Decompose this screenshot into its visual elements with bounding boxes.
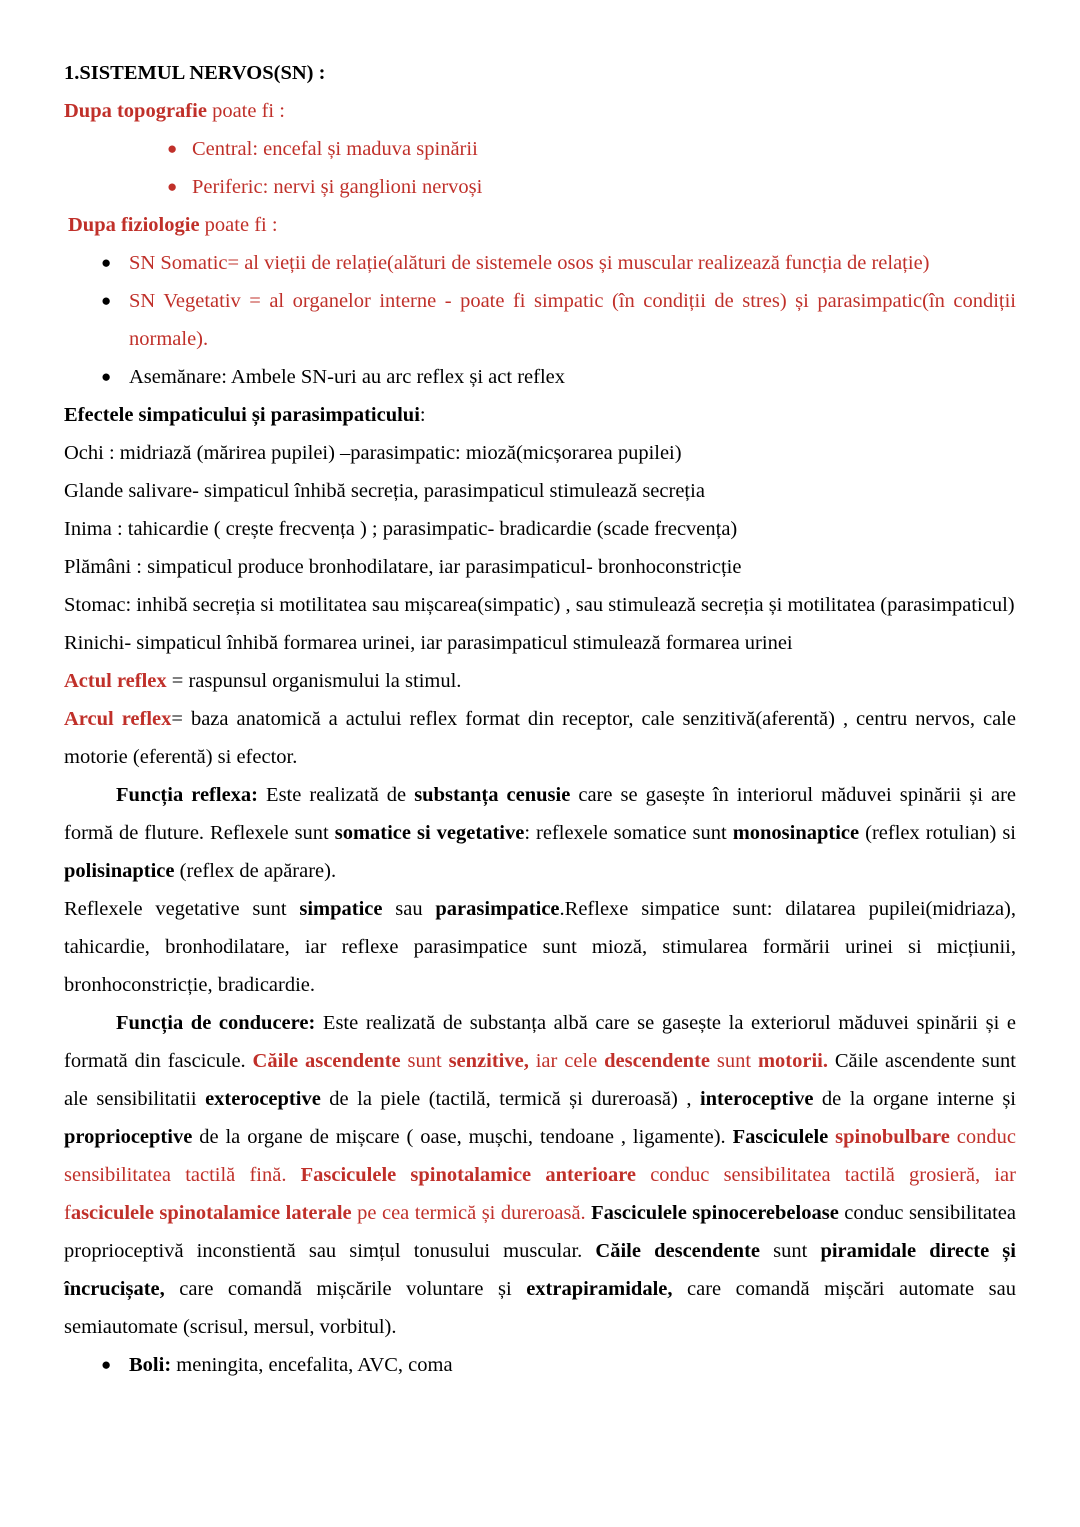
arcul-reflex-definition: = baza anatomică a actului reflex format din receptor, cale senzitivă(aferentă) , centru nervos, cale motorie (eferentă) si efector. (64, 708, 1016, 768)
functia-conducere-r-s4: conduc sensibilitatea tactilă fină. (64, 1126, 1016, 1186)
reflexe-vegetative-b1: simpatice (299, 898, 383, 920)
bullet-icon: ● (167, 177, 178, 196)
boli-list (64, 1346, 1016, 1384)
descendente-label: descendente (604, 1050, 711, 1072)
efect-line-inima: Inima : tahicardie ( crește frecvența ) ; parasimpatic- bradicardie (scade frecvența) (64, 518, 738, 540)
functia-reflexa-b1: substanța cenusie (414, 784, 571, 806)
functia-conducere-s1: Este realizată de substanța albă care se gasește la exteriorul măduvei spinării și e formată din fascicule. (64, 1012, 1016, 1072)
bullet-icon: ● (101, 253, 112, 272)
actul-reflex-definition: = raspunsul organismului la stimul. (166, 670, 462, 692)
caile-descendente-label: Căile descendente (595, 1240, 760, 1262)
spinobulbare-label: spinobulbare (828, 1126, 950, 1148)
functia-conducere-s7: sunt (760, 1240, 821, 1262)
list-item (64, 244, 1016, 282)
reflexe-vegetative-b2: parasimpatice (435, 898, 560, 920)
exteroceptive-label: exteroceptive (205, 1088, 321, 1110)
reflexe-vegetative-s3: .Reflexe simpatice sunt: dilatarea pupilei(midriaza), tahicardie, bronhodilatare, iar reflexe parasimpatice sunt mioză, stimularea formării urinei si micțiunii, bronhoconstricție, bradicardie. (64, 898, 1017, 996)
functia-reflexa-b2: somatice si vegetative (334, 822, 525, 844)
functia-conducere-r-s1: sunt (400, 1050, 449, 1072)
heading-dupa-fiziologie-rest: poate fi : (199, 214, 278, 236)
piramidale-label: piramidale directe și încrucișate, (64, 1240, 1016, 1300)
reflexe-vegetative-s1: Reflexele vegetative sunt (64, 898, 300, 920)
bullet-icon: ● (101, 1355, 112, 1374)
functia-conducere-r-s2: iar cele (528, 1050, 605, 1072)
fiziologie-list (64, 244, 1016, 396)
list-item (64, 358, 1016, 396)
functia-conducere-label: Funcția de conducere: (116, 1012, 316, 1034)
functia-conducere-r-s3: sunt (710, 1050, 758, 1072)
fasciculele-spinotalamice-anterioare-label: Fasciculele spinotalamice anterioare (300, 1164, 637, 1186)
list-item-label: Central: encefal și maduva spinării (192, 138, 478, 160)
bullet-icon: ● (167, 139, 178, 158)
functia-reflexa-s1: Este realizată de (258, 784, 415, 806)
efect-line-ochi: Ochi : midriază (mărirea pupilei) –parasimpatic: mioză(micșorarea pupilei) (64, 442, 682, 464)
document-body (64, 54, 1016, 1384)
efect-line-rinichi: Rinichi- simpaticul înhibă formarea urinei, iar parasimpaticul stimulează formarea urinei (64, 632, 793, 654)
fasciculele-spinotalamice-laterale-label: asciculele spinotalamice laterale (70, 1202, 352, 1224)
topografie-list (64, 130, 1016, 206)
paragraph-functia-reflexa (64, 776, 1016, 890)
interoceptive-label: interoceptive (699, 1088, 814, 1110)
efect-line-glande-salivare: Glande salivare- simpaticul înhibă secreția, parasimpaticul stimulează secreția (64, 480, 705, 502)
list-item (64, 282, 1016, 358)
functia-conducere-s4: de la organe interne și (813, 1088, 1016, 1110)
list-item (64, 168, 1016, 206)
heading-efecte-colon: : (419, 404, 426, 426)
efect-line-plamani: Plămâni : simpaticul produce bronhodilatare, iar parasimpaticul- bronhoconstricție (64, 556, 742, 578)
senzitive-label: senzitive, (448, 1050, 529, 1072)
heading-dupa-topografie-label: Dupa topografie (64, 100, 207, 122)
paragraph-functia-conducere (64, 1004, 1016, 1346)
list-item-label: SN Vegetativ = al organelor interne - poate fi simpatic (în condiții de stres) și parasimpatic(în condiții normale). (129, 290, 1016, 350)
functia-reflexa-label: Funcția reflexa: (116, 784, 259, 806)
boli-label: Boli: (129, 1354, 172, 1376)
bullet-icon: ● (101, 367, 112, 386)
reflexe-vegetative-s2: sau (382, 898, 436, 920)
extrapiramidale-label: extrapiramidale, (526, 1278, 673, 1300)
functia-conducere-s6: conduc sensibilitatea proprioceptivă inconstientă sau simțul tonusului muscular. (64, 1202, 1017, 1262)
functia-reflexa-s5: (reflex de apărare). (174, 860, 337, 882)
functia-conducere-r-s6: pe cea termică și dureroasă. (351, 1202, 592, 1224)
functia-reflexa-s2: care se gasește în interiorul măduvei spinării și are formă de fluture. Reflexele sunt (64, 784, 1016, 844)
arcul-reflex-label: Arcul reflex (64, 708, 172, 730)
boli-values: meningita, encefalita, AVC, coma (171, 1354, 453, 1376)
fasciculele-spinocerebeloase-label: Fasciculele spinocerebeloase (591, 1202, 839, 1224)
list-item-label: SN Somatic= al vieții de relație(alături de sistemele osos și muscular realizează funcția de relație) (129, 252, 930, 274)
page-title: 1.SISTEMUL NERVOS(SN) : (64, 62, 326, 84)
heading-efecte (64, 396, 1016, 434)
fasciculele-label: Fasciculele (732, 1126, 829, 1148)
heading-efecte-label: Efectele simpaticului și parasimpaticului (64, 404, 420, 426)
list-item (64, 130, 1016, 168)
efect-paragraph-stomac: Stomac: inhibă secreția si motilitatea sau mișcarea(simpatic) , sau stimulează secreția și motilitatea (parasimpaticul) (64, 594, 1015, 616)
caile-ascendente-label: Căile ascendente (252, 1050, 401, 1072)
functia-reflexa-b3: monosinaptice (732, 822, 860, 844)
definition-arcul-reflex (64, 700, 1016, 776)
functia-conducere-s8: care comandă mișcările voluntare și (164, 1278, 527, 1300)
functia-reflexa-b4: polisinaptice (64, 860, 175, 882)
functia-reflexa-s4: (reflex rotulian) si (859, 822, 1016, 844)
functia-conducere-s9: care comandă mișcări automate sau semiautomate (scrisul, mersul, vorbitul). (64, 1278, 1016, 1338)
proprioceptive-label: proprioceptive (64, 1126, 193, 1148)
heading-dupa-fiziologie-label: Dupa fiziologie (68, 214, 200, 236)
bullet-icon: ● (101, 291, 112, 310)
paragraph-reflexe-vegetative (64, 890, 1016, 1004)
heading-dupa-topografie-rest: poate fi : (206, 100, 285, 122)
functia-conducere-s5: de la organe de mișcare ( oase, mușchi, tendoane , ligamente). (192, 1126, 733, 1148)
heading-dupa-fiziologie (64, 206, 1016, 244)
functia-conducere-r-s5: conduc sensibilitatea tactilă grosieră, iar f (64, 1164, 1016, 1224)
list-item-label: Asemănare: Ambele SN-uri au arc reflex și act reflex (129, 366, 565, 388)
heading-dupa-topografie (64, 92, 1016, 130)
functia-conducere-s2: Căile ascendente sunt ale sensibilitatii (64, 1050, 1016, 1110)
boli-item (129, 1346, 1016, 1384)
actul-reflex-label: Actul reflex (64, 670, 167, 692)
functia-conducere-s3: de la piele (tactilă, termică și dureroasă) , (320, 1088, 700, 1110)
list-item-label: Periferic: nervi și ganglioni nervoși (192, 176, 483, 198)
motorii-label: motorii. (757, 1050, 828, 1072)
functia-reflexa-s3: : reflexele somatice sunt (524, 822, 733, 844)
definition-actul-reflex (64, 662, 1016, 700)
list-item (64, 1346, 1016, 1384)
